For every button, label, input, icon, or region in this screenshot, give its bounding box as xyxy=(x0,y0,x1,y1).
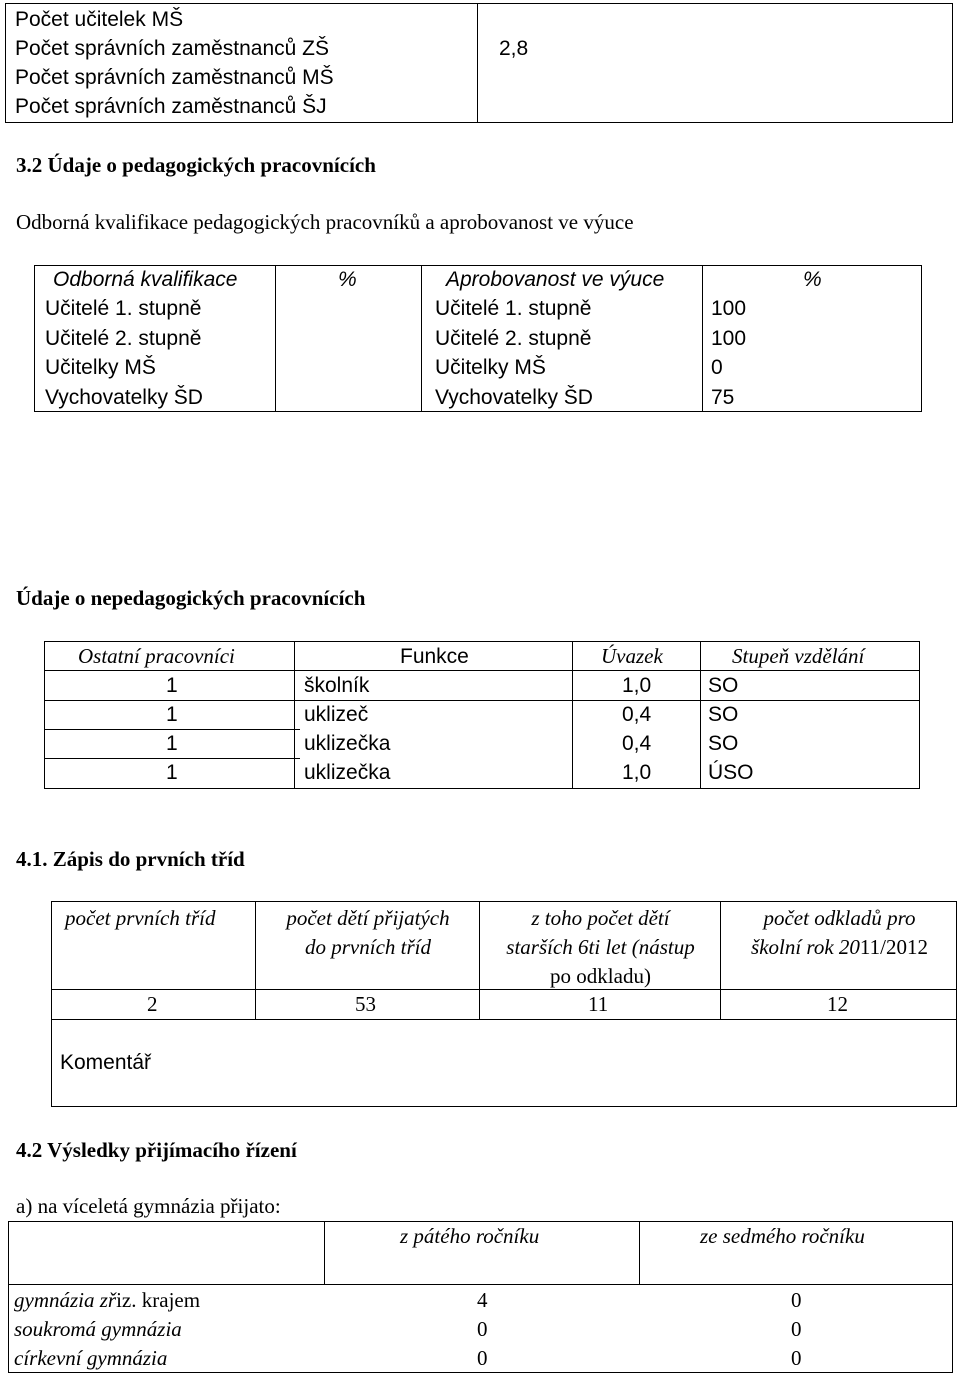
enroll-header-deferrals-2a: školní rok 20 xyxy=(751,935,860,959)
staff-row-admin-sj: Počet správních zaměstnanců ŠJ xyxy=(15,95,327,118)
enroll-value-admitted: 53 xyxy=(355,992,376,1016)
admission-row-3-label: církevní gymnázia xyxy=(14,1346,168,1370)
admission-row-2-label: soukromá gymnázia xyxy=(14,1317,182,1341)
admission-row-3-fifth: 0 xyxy=(477,1346,488,1370)
nonped-heading: Údaje o nepedagogických pracovnících xyxy=(16,586,366,610)
nonped-row-1-edu: SO xyxy=(708,674,739,697)
admission-row-1-label-b: iz. krajem xyxy=(116,1288,201,1312)
enroll-divider-2 xyxy=(479,901,480,1019)
admission-row-1-label-a: gymnázia zř xyxy=(14,1288,117,1312)
admission-header-seventh: ze sedmého ročníku xyxy=(700,1224,865,1248)
nonped-divider-2 xyxy=(572,641,573,789)
qual-row-2-pct2: 100 xyxy=(711,327,747,350)
enroll-header-deferrals-2b: 11/2012 xyxy=(859,935,928,959)
qual-row-4-pct2: 75 xyxy=(711,386,735,409)
nonped-row-4-role: uklizečka xyxy=(304,761,391,784)
enroll-value-classes: 2 xyxy=(147,992,158,1016)
qual-header-pct2: % xyxy=(803,268,822,291)
admission-row-1-label xyxy=(14,1286,200,1315)
enroll-comment-label: Komentář xyxy=(60,1051,152,1074)
qual-row-1-pct2: 100 xyxy=(711,297,747,320)
qual-row-3-right: Učitelky MŠ xyxy=(435,356,546,379)
nonped-row-1-load: 1,0 xyxy=(622,674,652,697)
staff-row-admin-ms: Počet správních zaměstnanců MŠ xyxy=(15,66,334,89)
qual-row-2-left: Učitelé 2. stupně xyxy=(45,327,202,350)
staff-value: 2,8 xyxy=(499,37,529,60)
qual-divider-1 xyxy=(275,265,276,412)
enroll-header-classes: počet prvních tříd xyxy=(65,906,216,930)
qual-row-2-right: Učitelé 2. stupně xyxy=(435,327,592,350)
nonped-row-2-role: uklizeč xyxy=(304,703,369,726)
enroll-header-deferrals-2 xyxy=(722,933,957,962)
qual-row-1-left: Učitelé 1. stupně xyxy=(45,297,202,320)
nonped-row-4-count: 1 xyxy=(166,761,178,784)
nonped-row-3-edu: SO xyxy=(708,732,739,755)
qual-row-3-pct2: 0 xyxy=(711,356,723,379)
enroll-divider-3 xyxy=(720,901,721,1019)
qual-row-1-right: Učitelé 1. stupně xyxy=(435,297,592,320)
nonped-row-3-load: 0,4 xyxy=(622,732,652,755)
nonped-header-function: Funkce xyxy=(400,645,469,668)
nonped-row-1-role: školník xyxy=(304,674,370,697)
qual-divider-3 xyxy=(702,265,703,412)
admission-header-fifth: z pátého ročníku xyxy=(400,1224,540,1248)
enroll-divider-1 xyxy=(255,901,256,1019)
enroll-header-admitted-2: do prvních tříd xyxy=(305,935,431,959)
staff-row-admin-zs: Počet správních zaměstnanců ZŠ xyxy=(15,37,329,60)
enroll-header-older-2: starších 6ti let (nástup xyxy=(506,935,695,959)
nonped-divider-1 xyxy=(294,641,295,789)
staff-table-divider xyxy=(477,3,478,123)
qual-row-4-right: Vychovatelky ŠD xyxy=(435,386,593,409)
nonped-row-2-load: 0,4 xyxy=(622,703,652,726)
qual-divider-2 xyxy=(421,265,422,412)
enroll-header-deferrals-1: počet odkladů pro xyxy=(763,906,916,930)
nonped-row-2-count: 1 xyxy=(166,703,178,726)
enroll-value-older: 11 xyxy=(588,992,609,1016)
nonped-row-3-role: uklizečka xyxy=(304,732,391,755)
qual-row-4-left: Vychovatelky ŠD xyxy=(45,386,203,409)
nonped-row-2-edu: SO xyxy=(708,703,739,726)
enroll-header-older-1: z toho počet dětí xyxy=(531,906,670,930)
nonped-row-4-edu: ÚSO xyxy=(708,761,754,784)
qual-row-3-left: Učitelky MŠ xyxy=(45,356,156,379)
qual-header-pct1: % xyxy=(338,268,357,291)
nonped-row-1-count: 1 xyxy=(166,674,178,697)
section-3-2-subheading: Odborná kvalifikace pedagogických pracovníků a aprobovanost ve výuce xyxy=(16,210,634,234)
section-3-2-heading: 3.2 Údaje o pedagogických pracovnících xyxy=(16,153,376,177)
nonped-header-others: Ostatní pracovníci xyxy=(78,644,235,668)
nonped-divider-3 xyxy=(700,641,701,789)
admission-divider-1 xyxy=(324,1221,325,1285)
admission-row-2-seventh: 0 xyxy=(791,1317,802,1341)
nonped-row-4-load: 1,0 xyxy=(622,761,652,784)
admission-row-1-fifth: 4 xyxy=(477,1288,488,1312)
nonped-row-3-count: 1 xyxy=(166,732,178,755)
enroll-header-older-3: po odkladu) xyxy=(550,964,651,988)
qual-header-qualification: Odborná kvalifikace xyxy=(53,268,238,291)
admission-row-1-seventh: 0 xyxy=(791,1288,802,1312)
admission-divider-2 xyxy=(639,1221,640,1285)
admission-subheading: a) na víceletá gymnázia přijato: xyxy=(16,1194,281,1218)
enroll-value-deferrals: 12 xyxy=(827,992,848,1016)
admission-header-line xyxy=(8,1284,953,1285)
enroll-header-admitted-1: počet dětí přijatých xyxy=(286,906,450,930)
qual-header-aprobovanost: Aprobovanost ve výuce xyxy=(446,268,665,291)
nonped-header-load: Úvazek xyxy=(601,644,663,668)
nonped-header-education: Stupeň vzdělání xyxy=(732,644,865,668)
staff-row-teachers-ms: Počet učitelek MŠ xyxy=(15,8,184,31)
admission-row-3-seventh: 0 xyxy=(791,1346,802,1370)
admission-row-2-fifth: 0 xyxy=(477,1317,488,1341)
admission-heading: 4.2 Výsledky přijímacího řízení xyxy=(16,1138,297,1162)
enroll-values-line xyxy=(51,1019,957,1020)
enrollment-heading: 4.1. Zápis do prvních tříd xyxy=(16,847,245,871)
